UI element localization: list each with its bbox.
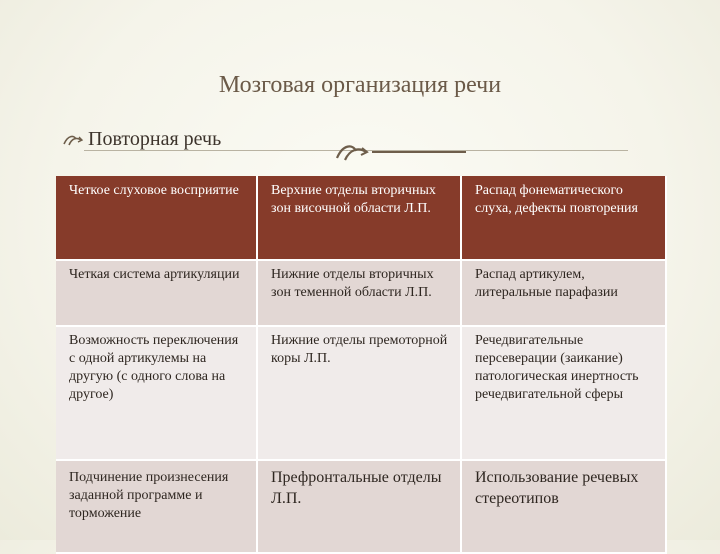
table-cell: Нижние отделы премоторной коры Л.П. [257,326,461,460]
table-cell: Распад фонематического слуха, дефекты повторения [461,176,666,260]
double-curl-arrow-icon [334,140,370,164]
table-cell: Подчинение произнесения заданной программе и торможение [56,460,257,553]
double-curl-arrow-icon [62,132,84,148]
table-row [56,176,666,260]
slide-title: Мозговая организация речи [218,72,502,98]
table-cell: Префронтальные отделы Л.П. [257,460,461,553]
table-row [56,326,666,460]
table-cell: Речедвигательные персеверации (заикание) патологическая инертность речедвигательной сферы [461,326,666,460]
table-row [56,260,666,326]
bullet-item [62,128,221,151]
table-cell: Четкое слуховое восприятие [56,176,257,260]
speech-organization-table [56,176,667,554]
table-cell: Распад артикулем, литеральные парафазии [461,260,666,326]
table-cell: Верхние отделы вторичных зон височной области Л.П. [257,176,461,260]
table-cell: Нижние отделы вторичных зон теменной области Л.П. [257,260,461,326]
bullet-text: Повторная речь [88,128,222,150]
table-cell: Четкая система артикуляции [56,260,257,326]
table-cell: Использование речевых стереотипов [461,460,666,553]
table-row [56,460,666,553]
table-cell: Возможность переключения с одной артикулемы на другую (с одного слова на другое) [56,326,257,460]
divider-accent [372,151,466,153]
